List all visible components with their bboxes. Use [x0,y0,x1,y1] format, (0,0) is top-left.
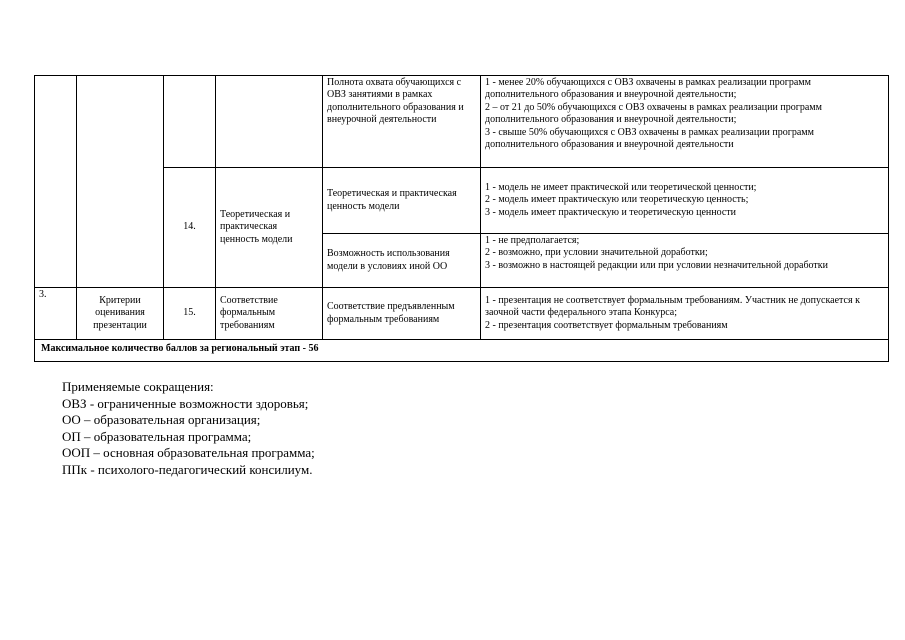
scoring-cell [481,288,889,340]
table-row [35,168,889,234]
criterion-name-cell [216,76,323,168]
scoring-line: 3 - возможно в настоящей редакции или при условии незначительной доработки [485,259,828,271]
scoring-line: 3 - свыше 50% обучающихся с ОВЗ охвачены в рамках реализации программ дополнительного образования и внеурочной деятельности [485,126,814,151]
table-row [35,288,889,340]
total-score-cell: Максимальное количество баллов за региональный этап - 56 [35,340,889,362]
subcriterion-cell: Теоретическая и практическая ценность модели [323,168,481,234]
abbreviation-item: ОВЗ - ограниченные возможности здоровья; [62,395,309,411]
scoring-line: 2 - возможно, при условии значительной доработки; [485,247,708,259]
subcriterion-cell: Полнота охвата обучающихся с ОВЗ занятиями в рамках дополнительного образования и внеурочной деятельности [323,76,481,168]
abbreviation-item: ППк - психолого-педагогический консилиум. [62,461,313,477]
scoring-line: 2 – от 21 до 50% обучающихся с ОВЗ охвачены в рамках реализации программ дополнительного образования и внеурочной деятельности; [485,101,822,126]
criteria-table [34,75,889,362]
criterion-name-cell: Соответствие формальным требованиям [216,288,323,340]
table-row [35,76,889,168]
scoring-cell [481,76,889,168]
section-title-cell: Критерии оценивания презентации [77,288,164,340]
abbreviations-title: Применяемые сокращения: [62,379,214,394]
scoring-line: 1 - модель не имеет практической или теоретической ценности; [485,181,757,193]
subcriterion-cell: Соответствие предъявленным формальным требованиям [323,288,481,340]
criterion-name-cell: Теоретическая и практическая ценность модели [216,168,323,288]
section-number-cell [35,76,77,288]
subcriterion-cell: Возможность использования модели в условиях иной ОО [323,234,481,288]
total-row [35,340,889,362]
abbreviations-block [62,379,315,479]
abbreviation-item: ОО – образовательная организация; [62,412,261,428]
criterion-number-cell: 15. [164,288,216,340]
scoring-line: 3 - модель имеет практическую и теоретическую ценности [485,206,737,218]
scoring-line: 1 - не предполагается; [485,235,580,246]
scoring-cell [481,168,889,234]
section-title-cell [77,76,164,288]
section-number-cell: 3. [35,288,77,340]
criterion-number-cell [164,76,216,168]
scoring-line: 2 - презентация соответствует формальным требованиям [485,319,728,331]
abbreviation-item: ОП – образовательная программа; [62,428,252,444]
scoring-cell [481,234,889,288]
scoring-line: 1 - презентация не соответствует формальным требованиям. Участник не допускается к заочной части федерального этапа Конкурса; [485,294,860,319]
scoring-line: 1 - менее 20% обучающихся с ОВЗ охвачены в рамках реализации программ дополнительного образования и внеурочной деятельности; [485,77,811,101]
abbreviation-item: ООП – основная образовательная программа; [62,445,315,461]
scoring-line: 2 - модель имеет практическую или теоретическую ценность; [485,194,749,206]
criterion-number-cell: 14. [164,168,216,288]
